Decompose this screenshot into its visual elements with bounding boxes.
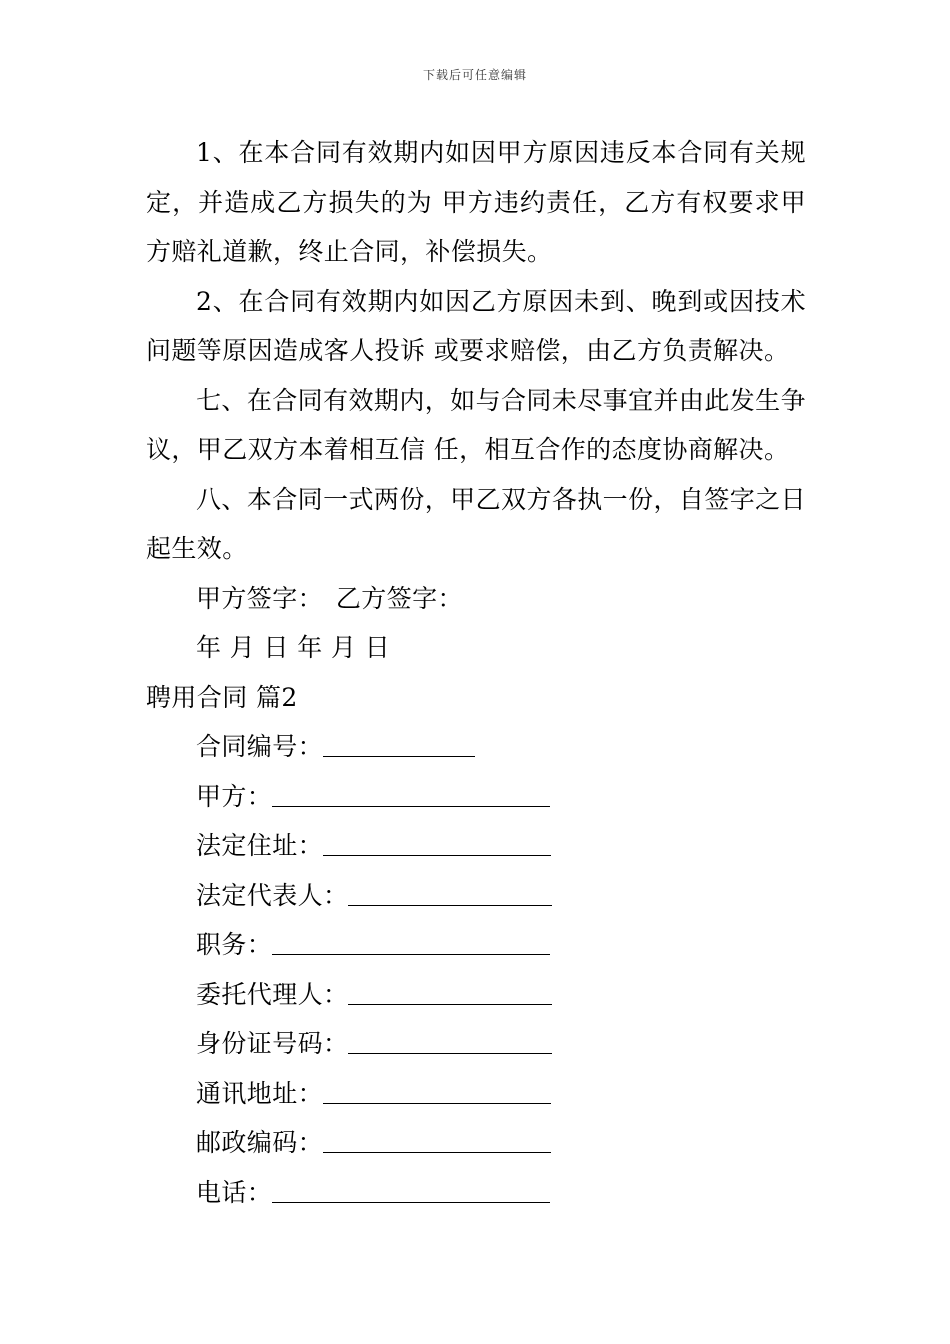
field-authorized-agent [146,970,806,1020]
paragraph-clause-7: 七、在合同有效期内，如与合同未尽事宜并由此发生争议，甲乙双方本着相互信 任，相互合作的态度协商解决。 [146,385,806,464]
field-party-a [146,772,806,822]
blank-line [323,821,551,856]
blank-line [323,1069,551,1104]
blank-line [348,871,552,906]
field-position [146,920,806,970]
signature-line: 甲方签字： 乙方签字： [196,583,463,613]
date-line: 年 月 日 年 月 日 [196,633,391,662]
field-label: 法定住址： [196,831,324,860]
page-header: 下载后可任意编辑 [422,68,527,82]
field-label: 甲方： [196,781,273,811]
blank-line [323,722,475,757]
field-label: 邮政编码： [196,1128,324,1157]
field-label: 通讯地址： [196,1078,324,1108]
field-contract-number [146,722,806,772]
field-label: 法定代表人： [196,880,349,910]
field-phone [146,1168,806,1218]
blank-line [348,1019,552,1054]
field-mailing-address [146,1069,806,1119]
field-label: 职务： [196,930,273,959]
field-label: 合同编号： [196,732,324,761]
blank-line [272,772,550,807]
field-label: 电话： [196,1177,273,1207]
field-postal-code [146,1118,806,1168]
field-legal-address [146,821,806,871]
blank-line [348,970,552,1005]
field-legal-representative [146,871,806,921]
blank-line [323,1118,551,1153]
field-label: 身份证号码： [196,1029,349,1058]
field-id-number [146,1019,806,1069]
field-label: 委托代理人： [196,979,349,1009]
section-title: 聘用合同 篇2 [146,682,298,712]
paragraph-clause-8: 八、本合同一式两份，甲乙双方各执一份，自签字之日起生效。 [146,484,806,563]
document-body [146,128,806,1217]
paragraph-clause-2: 2、在合同有效期内如因乙方原因未到、晚到或因技术问题等原因造成客人投诉 或要求赔偿，由乙方负责解决。 [146,286,806,365]
paragraph-clause-1: 1、在本合同有效期内如因甲方原因违反本合同有关规定，并造成乙方损失的为 甲方违约责任，乙方有权要求甲方赔礼道歉，终止合同，补偿损失。 [146,138,806,266]
blank-line [272,920,550,955]
blank-line [272,1168,550,1203]
